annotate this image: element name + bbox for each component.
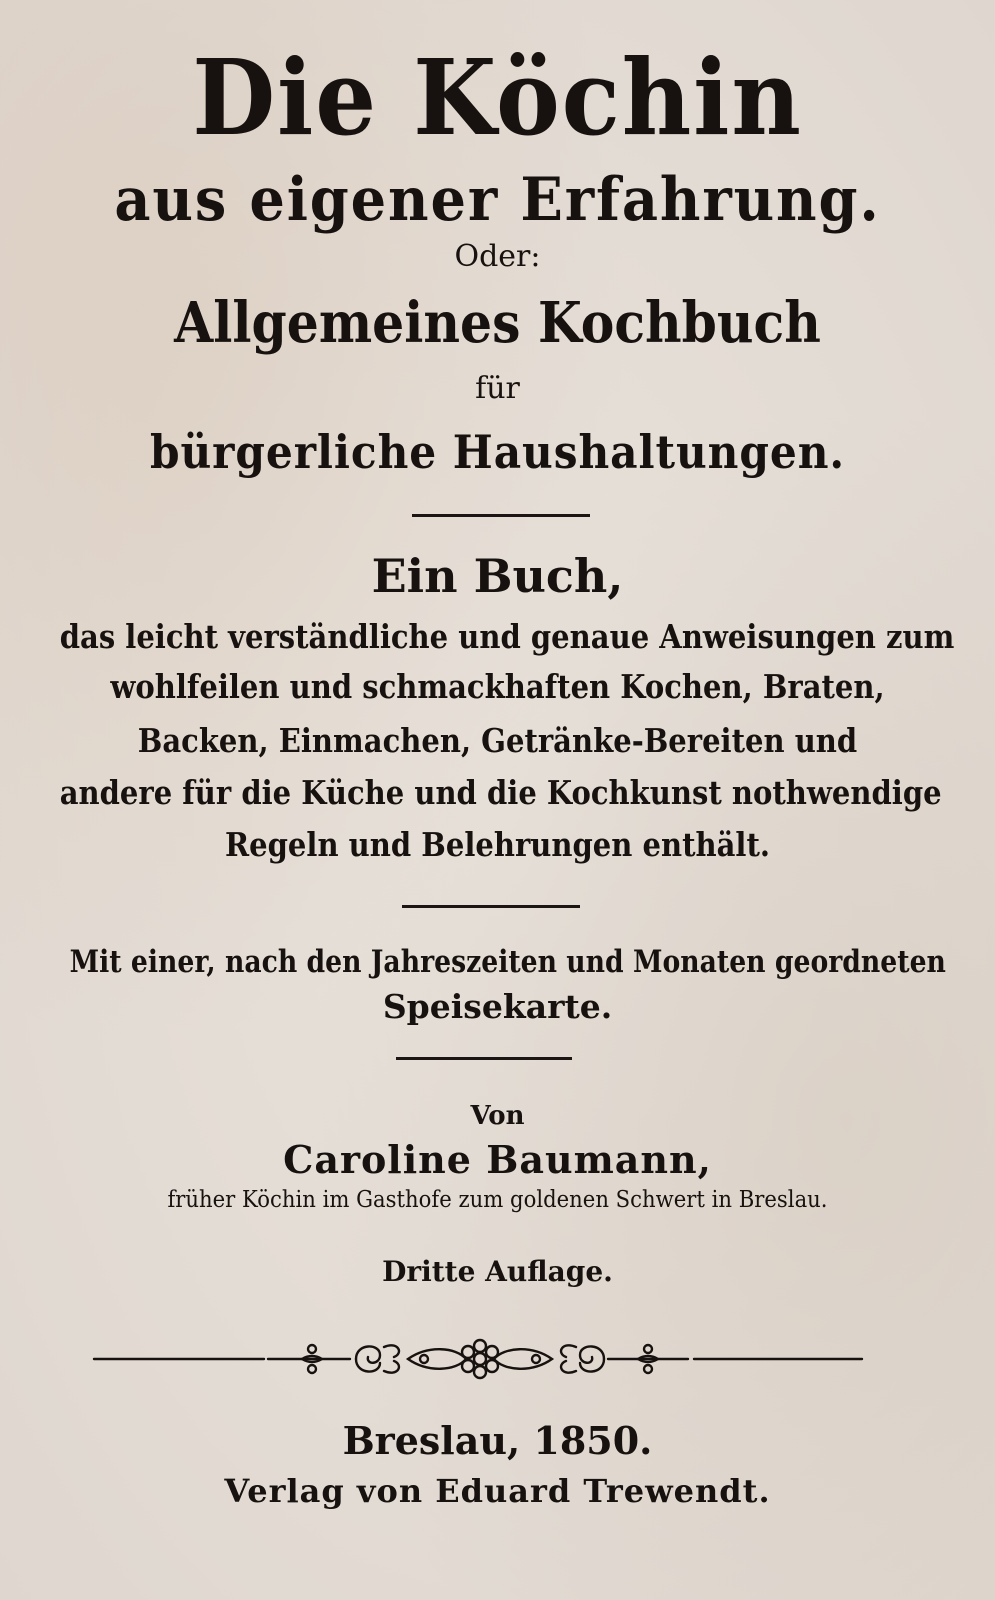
divider-rule-2 — [402, 905, 580, 908]
edition-label: Dritte Auflage. — [382, 1255, 613, 1288]
description-line-1: das leicht verständliche und genaue Anweisungen zum — [59, 617, 955, 656]
author-name: Caroline Baumann, — [283, 1137, 712, 1182]
divider-rule-1 — [412, 514, 590, 517]
byline-by: Von — [470, 1101, 525, 1131]
imprint-publisher: Verlag von Eduard Trewendt. — [224, 1472, 771, 1510]
book-subtitle: aus eigener Erfahrung. — [114, 165, 881, 235]
description-heading: Ein Buch, — [371, 549, 624, 603]
description-line-3: Backen, Einmachen, Getränke-Bereiten und — [137, 721, 858, 760]
audience-line: bürgerliche Haushaltungen. — [149, 425, 846, 479]
book-title: Die Köchin — [192, 36, 803, 159]
divider-rule-3 — [396, 1057, 572, 1060]
decorative-ornament-icon — [88, 1335, 868, 1385]
description-line-5: Regeln und Belehrungen enthält. — [225, 825, 770, 864]
appendix-line-2: Speisekarte. — [382, 987, 613, 1026]
imprint-place-year: Breslau, 1850. — [342, 1418, 653, 1463]
author-description: früher Köchin im Gasthofe zum goldenen Schwert in Breslau. — [167, 1187, 828, 1213]
for-connector: für — [475, 371, 520, 406]
description-line-2: wohlfeilen und schmackhaften Kochen, Braten, — [110, 667, 885, 706]
appendix-line-1: Mit einer, nach den Jahreszeiten und Monaten geordneten — [69, 944, 946, 980]
alternate-title: Allgemeines Kochbuch — [174, 290, 821, 356]
or-connector: Oder: — [454, 239, 541, 274]
description-line-4: andere für die Küche und die Kochkunst nothwendige — [59, 773, 942, 812]
